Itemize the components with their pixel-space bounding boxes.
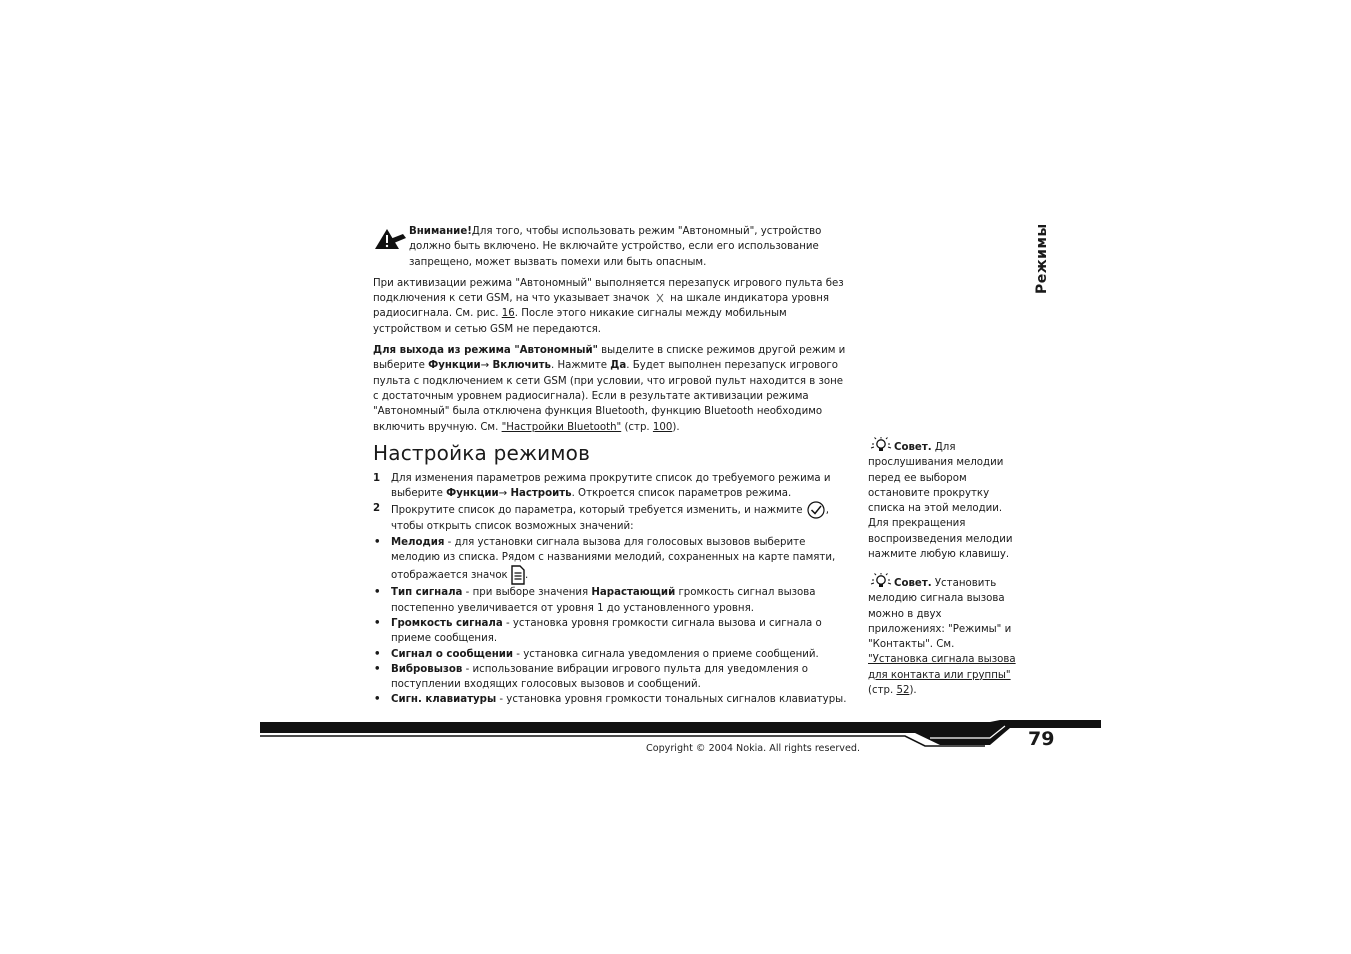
bullet: • (374, 617, 381, 629)
bullet: • (374, 694, 381, 706)
option-term: Сигн. клавиатуры (391, 694, 497, 706)
memory-card-note-icon (511, 565, 525, 585)
option-text: - установка сигнала уведомления о приеме сообщений. (513, 648, 819, 660)
menu-enable: Включить (492, 360, 551, 372)
option-text: - установка уровня громкости тональных сигналов клавиатуры. (496, 694, 847, 706)
lightbulb-tip-icon (868, 572, 894, 590)
option-term: Тип сигнала (391, 587, 463, 599)
step-item (373, 501, 851, 534)
list-item (373, 616, 851, 647)
step1-arrow: → (498, 488, 511, 500)
tip-text-3: ). (909, 685, 917, 697)
menu-functions: Функции (428, 360, 481, 372)
list-item (373, 692, 851, 707)
checkmark-select-icon (806, 501, 826, 519)
options-list (373, 535, 851, 708)
bullet: • (374, 648, 381, 660)
step1-text-c: . Откроется список параметров режима. (571, 488, 792, 500)
option-term: Сигнал о сообщении (391, 648, 514, 660)
section-tab: Режимы (1034, 223, 1050, 294)
ringtone-contact-link[interactable]: "Установка сигнала вызова для контакта или группы" (868, 654, 1016, 681)
option-term: Громкость сигнала (391, 617, 503, 629)
warning-triangle-icon (373, 226, 407, 250)
option-term: Мелодия (391, 536, 445, 548)
page-number: 79 (1028, 728, 1055, 750)
copyright: Copyright © 2004 Nokia. All rights reserved. (646, 743, 861, 754)
step1-customize: Настроить (510, 488, 572, 500)
lightbulb-tip-icon (868, 436, 894, 454)
warning-text: Для того, чтобы использовать режим "Автономный", устройство должно быть включено. Не включайте устройство, если его использование запрещено, может вызвать помехи или быть опасным. (409, 226, 822, 268)
para1-text-a: При активизации режима "Автономный" выполняется перезапуск игрового пульта без подключения к сети GSM, на что указывает значок (373, 277, 844, 305)
tip-text: Установить мелодию сигнала вызова можно в двух приложениях: "Режимы" и "Контакты". См. (868, 578, 1012, 651)
exit-offline-label: Для выхода из режима "Автономный" (373, 345, 598, 357)
para1-text-b: на шкале индикатора уровня радиосигнала. См. рис. (373, 293, 830, 320)
step2-text-c: , чтобы открыть список возможных значений: (391, 505, 830, 533)
tip-text-2: (стр. (868, 685, 897, 697)
option-text: - использование вибрации игрового пульта для уведомления о поступлении входящих голосовых вызовов и сообщений. (391, 663, 809, 691)
option-text: - при выборе значения (462, 587, 592, 599)
step2-text-a: Прокрутите список до параметра, который требуется изменить, и нажмите (391, 505, 803, 517)
list-item (373, 535, 851, 586)
option-text-2: громкость сигнал вызова постепенно увеличивается от уровня 1 до установленного уровня. (391, 587, 816, 614)
list-item (373, 647, 851, 662)
exit-offline-paragraph (373, 343, 851, 435)
bullet: • (374, 536, 381, 548)
para2-text-1: выделите в списке режимов другой режим и выберите (373, 345, 846, 372)
section-heading: Настройка режимов (373, 440, 591, 465)
option-term-ascending: Нарастающий (591, 587, 676, 599)
option-text: - установка уровня громкости сигнала вызова и сигнала о приеме сообщения. (391, 617, 822, 645)
menu-yes: Да (610, 360, 627, 372)
tip-label: Совет. (894, 442, 932, 453)
tip-label: Совет. (894, 578, 932, 589)
warning-note (373, 224, 851, 270)
para2-text-5: ). (672, 421, 680, 433)
figure-link[interactable]: 16 (501, 308, 515, 320)
warning-label: Внимание! (409, 226, 472, 237)
para2-text-3: . Будет выполнен перезапуск игрового пульта с подключением к сети GSM (при условии, что игровой пульт находится в зоне с достаточным уровнем радиосигнала). Если в результате активизации режима "Автономный" была отключена функция Bluetooth, функцию Bluetooth необходимо включить вручную. См. (373, 360, 844, 433)
offline-x-icon (653, 293, 667, 303)
option-tail: . (524, 570, 529, 582)
bluetooth-settings-link[interactable]: "Настройки Bluetooth" (501, 421, 622, 433)
option-term: Вибровызов (391, 663, 463, 675)
list-item (373, 585, 851, 616)
tip-box-1 (868, 436, 1016, 562)
steps-list (373, 471, 851, 535)
page-100-link[interactable]: 100 (652, 421, 673, 433)
step1-text-a: Для изменения параметров режима прокрутите список до требуемого режима и выберите (391, 472, 831, 500)
para2-text-2: . Нажмите (550, 360, 611, 372)
list-item (373, 662, 851, 693)
tip-text: Для прослушивания мелодии перед ее выбором остановите прокрутку списка на этой мелодии. Для прекращения воспроизведения мелодии нажмите любую клавишу. (868, 442, 1013, 561)
page-52-link[interactable]: 52 (896, 685, 910, 697)
bullet: • (374, 587, 381, 599)
step1-functions: Функции (446, 488, 499, 500)
option-text: - для установки сигнала вызова для голосовых вызовов выберите мелодию из списка. Рядом с названиями мелодий, сохраненных на карте памяти, отображается значок (391, 536, 836, 582)
main-column (373, 224, 851, 708)
offline-paragraph (373, 276, 851, 337)
para2-text-4: (стр. (621, 421, 653, 433)
tip-box-2 (868, 572, 1016, 698)
para1-text-c: . После этого никакие сигналы между мобильным устройством и сетью GSM не передаются. (373, 308, 787, 335)
bullet: • (374, 663, 381, 675)
step-number: 1 (373, 472, 381, 484)
step-number: 2 (373, 503, 381, 515)
menu-arrow: → (480, 360, 493, 372)
step-item (373, 471, 851, 502)
